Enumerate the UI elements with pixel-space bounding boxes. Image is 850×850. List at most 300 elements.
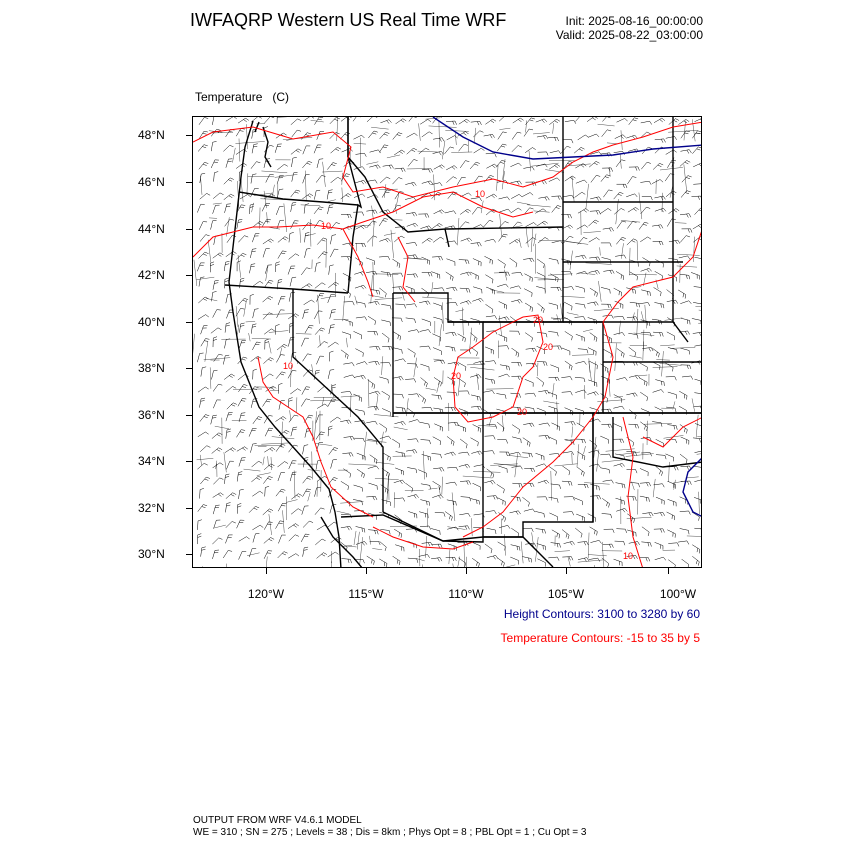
county-line — [637, 241, 638, 261]
wind-barb — [329, 447, 338, 454]
wind-barb — [367, 195, 378, 198]
wind-barb — [486, 194, 497, 198]
wind-barb — [407, 274, 418, 278]
wind-barb — [383, 165, 394, 169]
wind-barb — [288, 370, 296, 378]
wind-barb — [471, 243, 482, 247]
wind-barb — [510, 258, 517, 267]
county-line — [656, 360, 670, 361]
county-line — [322, 171, 342, 172]
county-line — [224, 452, 226, 472]
wind-barb — [291, 202, 297, 212]
wind-barb — [212, 550, 219, 559]
wind-barb — [420, 346, 431, 350]
wind-barb — [277, 189, 283, 198]
wind-barb — [328, 552, 339, 557]
wind-barb — [538, 197, 549, 201]
wind-barb — [367, 117, 377, 122]
temp-contour — [193, 122, 702, 197]
wind-barb — [201, 547, 206, 557]
wind-barb — [565, 120, 576, 123]
wind-barb — [356, 541, 367, 545]
wind-barb — [226, 461, 233, 469]
wind-barb — [264, 447, 275, 452]
wind-barb — [433, 138, 444, 142]
wind-barb — [551, 423, 559, 431]
wind-barb — [472, 542, 480, 550]
wind-barb — [239, 323, 244, 333]
wind-barb — [679, 391, 687, 399]
wind-barb — [487, 469, 494, 478]
wind-barb — [420, 119, 431, 124]
utah-border — [393, 293, 483, 413]
lat-label: 40°N — [138, 315, 165, 329]
wind-barb — [407, 223, 418, 227]
wind-barb — [497, 284, 508, 287]
lon-label: 120°W — [247, 587, 285, 601]
wind-barb — [487, 555, 498, 559]
wind-barb — [237, 472, 242, 482]
wind-barb — [198, 534, 202, 544]
county-line — [568, 557, 570, 567]
lat-label: 46°N — [138, 175, 165, 189]
wind-barb — [680, 528, 689, 534]
wind-barb — [367, 331, 377, 335]
wind-barb — [614, 288, 622, 296]
wind-barb — [459, 144, 468, 151]
wind-barb — [446, 177, 456, 183]
wind-barb — [291, 119, 301, 125]
wind-barb — [655, 271, 663, 279]
wind-barb — [537, 408, 545, 415]
county-line — [699, 310, 702, 312]
wind-barb — [434, 424, 442, 432]
wind-barb — [577, 225, 588, 229]
wind-barb — [640, 392, 647, 401]
county-line — [577, 444, 579, 467]
wind-barb — [576, 180, 587, 183]
county-line — [555, 551, 570, 552]
wind-barb — [435, 512, 445, 516]
wind-barb — [511, 362, 521, 366]
wind-barb — [511, 208, 522, 213]
wind-barb — [251, 162, 260, 169]
wind-barb — [680, 236, 690, 243]
county-line — [529, 151, 531, 172]
wind-barb — [522, 453, 532, 457]
lon-label: 105°W — [547, 587, 585, 601]
county-line — [265, 557, 268, 568]
county-line — [246, 321, 255, 322]
wind-barb — [601, 243, 611, 247]
wind-barb — [523, 258, 534, 262]
county-line — [534, 211, 550, 212]
wind-barb — [522, 193, 533, 197]
wind-barb — [511, 528, 518, 537]
wind-barb — [263, 509, 273, 515]
wind-barb — [239, 458, 246, 467]
wind-barb — [226, 429, 231, 439]
wind-barb — [497, 484, 505, 493]
wind-barb — [591, 175, 600, 182]
county-line — [598, 281, 601, 302]
wind-barb — [301, 268, 310, 275]
height-contours — [433, 117, 702, 517]
wind-barb — [537, 259, 544, 268]
wind-barb — [264, 522, 272, 530]
lat-label: 42°N — [138, 268, 165, 282]
wind-barb — [314, 190, 320, 199]
wind-barb — [434, 377, 442, 386]
wind-barb — [473, 259, 481, 267]
county-line — [583, 329, 593, 331]
wind-barb — [680, 214, 691, 218]
wind-barb — [681, 318, 690, 324]
county-line — [452, 492, 455, 521]
wind-barb — [652, 180, 663, 184]
wind-barb — [355, 349, 363, 357]
wind-barb — [679, 256, 690, 259]
wind-barb — [601, 287, 610, 293]
wind-barb — [483, 409, 490, 418]
wind-barb — [562, 348, 570, 355]
wind-barb — [433, 288, 444, 292]
wind-barb — [678, 119, 689, 124]
county-line — [373, 262, 374, 290]
wind-barb — [381, 304, 391, 309]
wind-barb — [537, 303, 544, 313]
wind-barb — [199, 117, 208, 124]
wind-barb — [600, 468, 610, 474]
wind-barb — [263, 239, 274, 244]
county-line — [457, 218, 459, 245]
wind-barb — [251, 356, 262, 361]
county-line — [248, 176, 275, 177]
wind-barb — [628, 424, 638, 428]
wind-barb — [512, 483, 522, 487]
wind-barb — [499, 301, 507, 309]
county-line — [204, 358, 231, 360]
county-line — [501, 519, 502, 534]
wind-barb — [484, 451, 495, 455]
arizona-border — [383, 413, 483, 542]
county-line — [357, 532, 359, 550]
temp-contour — [463, 227, 702, 537]
wind-barb — [278, 472, 285, 481]
county-line — [561, 296, 585, 297]
wind-barb — [344, 319, 353, 326]
wind-barb — [695, 451, 702, 454]
wind-barb — [459, 409, 467, 416]
wind-barb — [565, 361, 572, 370]
wind-barb — [655, 380, 664, 386]
wind-barb — [601, 175, 611, 182]
wind-barb — [198, 145, 208, 152]
wind-barb — [213, 384, 222, 391]
county-line — [239, 139, 240, 162]
wind-barb — [314, 311, 322, 319]
wind-barb — [691, 196, 702, 200]
wind-barb — [524, 509, 535, 512]
wind-barb — [379, 288, 386, 297]
county-line — [583, 231, 600, 232]
wind-barb — [420, 422, 429, 428]
wind-barb — [303, 146, 310, 154]
wind-barb — [356, 302, 366, 308]
county-line — [232, 148, 235, 163]
wind-barb — [432, 223, 443, 228]
wind-barb — [198, 387, 209, 392]
wind-barb — [353, 331, 361, 339]
wind-barb — [315, 487, 321, 496]
wind-barb — [395, 468, 403, 475]
county-line — [600, 247, 601, 255]
county-line — [235, 141, 264, 143]
wind-barb — [303, 489, 311, 497]
wind-barb — [405, 182, 416, 186]
wind-barb — [487, 528, 496, 534]
county-line — [375, 478, 399, 479]
wind-barb — [694, 257, 702, 263]
wind-barb — [303, 175, 310, 184]
wind-barb — [655, 557, 666, 560]
county-line — [453, 564, 456, 568]
wind-barb — [460, 481, 471, 485]
wind-barb — [405, 483, 412, 492]
wind-barb — [211, 141, 216, 151]
wind-barb — [407, 364, 417, 368]
footer-model: OUTPUT FROM WRF V4.6.1 MODEL — [193, 815, 362, 826]
wind-barb — [578, 484, 588, 488]
county-line — [261, 171, 287, 173]
wind-barb — [614, 316, 625, 320]
county-line — [442, 141, 445, 160]
wind-barb — [694, 466, 702, 471]
wind-barb — [549, 164, 560, 169]
wind-barb — [575, 286, 584, 292]
wind-barb — [562, 481, 572, 486]
wind-barb — [564, 302, 572, 310]
wind-barb — [367, 439, 377, 444]
wind-barb — [380, 436, 391, 439]
wind-barb — [575, 361, 586, 364]
wind-barb — [498, 335, 506, 342]
county-line — [586, 263, 612, 265]
wind-barb — [654, 302, 664, 308]
county-line — [368, 295, 383, 298]
county-line — [619, 452, 640, 455]
wind-barb — [305, 428, 311, 437]
wind-barb — [655, 542, 663, 549]
county-line — [639, 375, 647, 376]
wind-barb — [552, 241, 563, 244]
wind-barb — [249, 428, 257, 436]
wind-barb — [578, 209, 589, 214]
wind-barb — [652, 362, 660, 370]
wind-barb — [522, 497, 529, 506]
county-line — [321, 296, 336, 299]
county-line — [257, 473, 271, 476]
wind-barb — [252, 491, 263, 496]
wind-barb — [470, 162, 480, 169]
wind-barb — [318, 341, 328, 347]
wind-barb — [642, 196, 653, 200]
wind-barb — [563, 195, 574, 198]
wind-barb — [317, 131, 324, 139]
wind-barb — [275, 324, 279, 334]
wind-barb — [484, 480, 495, 484]
wind-barb — [408, 330, 419, 333]
county-line — [458, 379, 459, 395]
wind-barb — [602, 498, 609, 507]
wind-barb — [368, 301, 379, 305]
wind-barb — [201, 326, 208, 335]
wind-barb — [483, 220, 493, 227]
wind-barb — [327, 190, 332, 200]
county-line — [660, 363, 682, 365]
wind-barb — [396, 452, 406, 458]
wind-barbs — [197, 117, 702, 568]
wind-barb — [344, 375, 355, 378]
wind-barb — [642, 512, 653, 516]
map-panel[interactable] — [192, 116, 702, 568]
wind-barb — [470, 438, 478, 446]
wind-barb — [667, 300, 678, 304]
wind-barb — [538, 152, 549, 156]
wind-barb — [249, 264, 255, 274]
wind-barb — [655, 208, 666, 212]
wind-barb — [420, 526, 431, 530]
wind-barb — [640, 181, 651, 184]
wind-barb — [380, 120, 391, 124]
county-line — [342, 188, 343, 203]
lon-label: 100°W — [659, 587, 697, 601]
wind-barb — [367, 221, 377, 228]
wind-barb — [574, 147, 584, 153]
wind-barb — [265, 428, 273, 436]
wind-barb — [406, 133, 417, 137]
wind-barb — [341, 214, 351, 218]
height-contour — [433, 117, 702, 159]
lat-label: 32°N — [138, 501, 165, 515]
wind-barb — [512, 425, 520, 434]
wind-barb — [565, 408, 573, 416]
wind-barb — [199, 222, 207, 230]
wind-barb — [548, 557, 559, 561]
wind-barb — [614, 208, 624, 214]
wind-barb — [603, 190, 612, 197]
wind-barb — [213, 400, 220, 408]
wind-barb — [379, 256, 390, 260]
county-line — [197, 277, 215, 279]
or-ca-border — [225, 285, 348, 293]
county-line — [366, 162, 378, 165]
wind-barb — [264, 537, 274, 543]
wind-barb — [695, 423, 702, 430]
wind-barb — [630, 302, 640, 307]
wind-barb — [225, 204, 231, 213]
wind-barb — [485, 436, 496, 440]
wind-barb — [485, 347, 493, 354]
wind-barb — [369, 361, 380, 365]
wind-barb — [614, 424, 622, 432]
wind-barb — [485, 304, 492, 313]
wind-barb — [447, 467, 458, 471]
pacific-coastline — [229, 121, 341, 568]
wind-barb — [536, 119, 547, 123]
county-line — [284, 203, 287, 232]
wind-barb — [575, 117, 585, 122]
wind-barb — [536, 529, 546, 534]
wind-barb — [406, 242, 417, 246]
wind-barb — [266, 174, 274, 182]
wind-barb — [305, 248, 311, 257]
wind-barb — [446, 121, 457, 125]
county-line — [271, 457, 272, 470]
wind-barb — [457, 425, 466, 432]
lat-label: 34°N — [138, 454, 165, 468]
county-line — [369, 536, 370, 545]
wind-barb — [562, 392, 573, 396]
wind-barb — [575, 408, 584, 415]
wind-barb — [589, 270, 600, 274]
wind-barb — [602, 168, 613, 172]
wind-barb — [681, 191, 691, 198]
wind-barb — [342, 149, 353, 153]
wind-barb — [341, 117, 352, 121]
wind-barb — [263, 249, 270, 258]
wind-barb — [470, 498, 479, 504]
county-line — [214, 525, 225, 528]
wind-barb — [536, 286, 545, 292]
wind-barb — [578, 541, 589, 545]
wind-barb — [382, 391, 390, 400]
wind-barb — [355, 285, 366, 289]
county-line — [531, 228, 533, 252]
county-line — [372, 548, 382, 549]
wind-barb — [289, 535, 299, 541]
wind-barb — [237, 503, 241, 513]
county-line — [515, 453, 518, 477]
wind-barb — [250, 249, 256, 258]
wind-barb — [587, 302, 598, 306]
wind-barb — [537, 377, 544, 386]
wind-barb — [537, 559, 545, 567]
wind-barb — [614, 559, 623, 566]
wind-barb — [667, 512, 675, 520]
wind-barb — [263, 296, 273, 302]
wind-barb — [405, 197, 416, 200]
wind-barb — [331, 459, 337, 468]
wind-barb — [354, 438, 364, 442]
wind-barb — [277, 344, 287, 350]
wind-barb — [511, 194, 522, 198]
wind-barb — [548, 331, 558, 336]
wind-barb — [668, 209, 679, 214]
wind-barb — [498, 513, 505, 522]
wind-barb — [394, 421, 405, 425]
wind-barb — [694, 287, 702, 292]
wind-barb — [200, 477, 210, 484]
county-line — [653, 479, 655, 497]
wind-barb — [369, 165, 380, 169]
wind-barb — [614, 463, 625, 467]
lon-tick — [266, 568, 267, 574]
lat-label: 48°N — [138, 128, 165, 142]
county-line — [609, 167, 610, 176]
wind-barb — [590, 484, 599, 490]
wind-barb — [485, 119, 496, 124]
